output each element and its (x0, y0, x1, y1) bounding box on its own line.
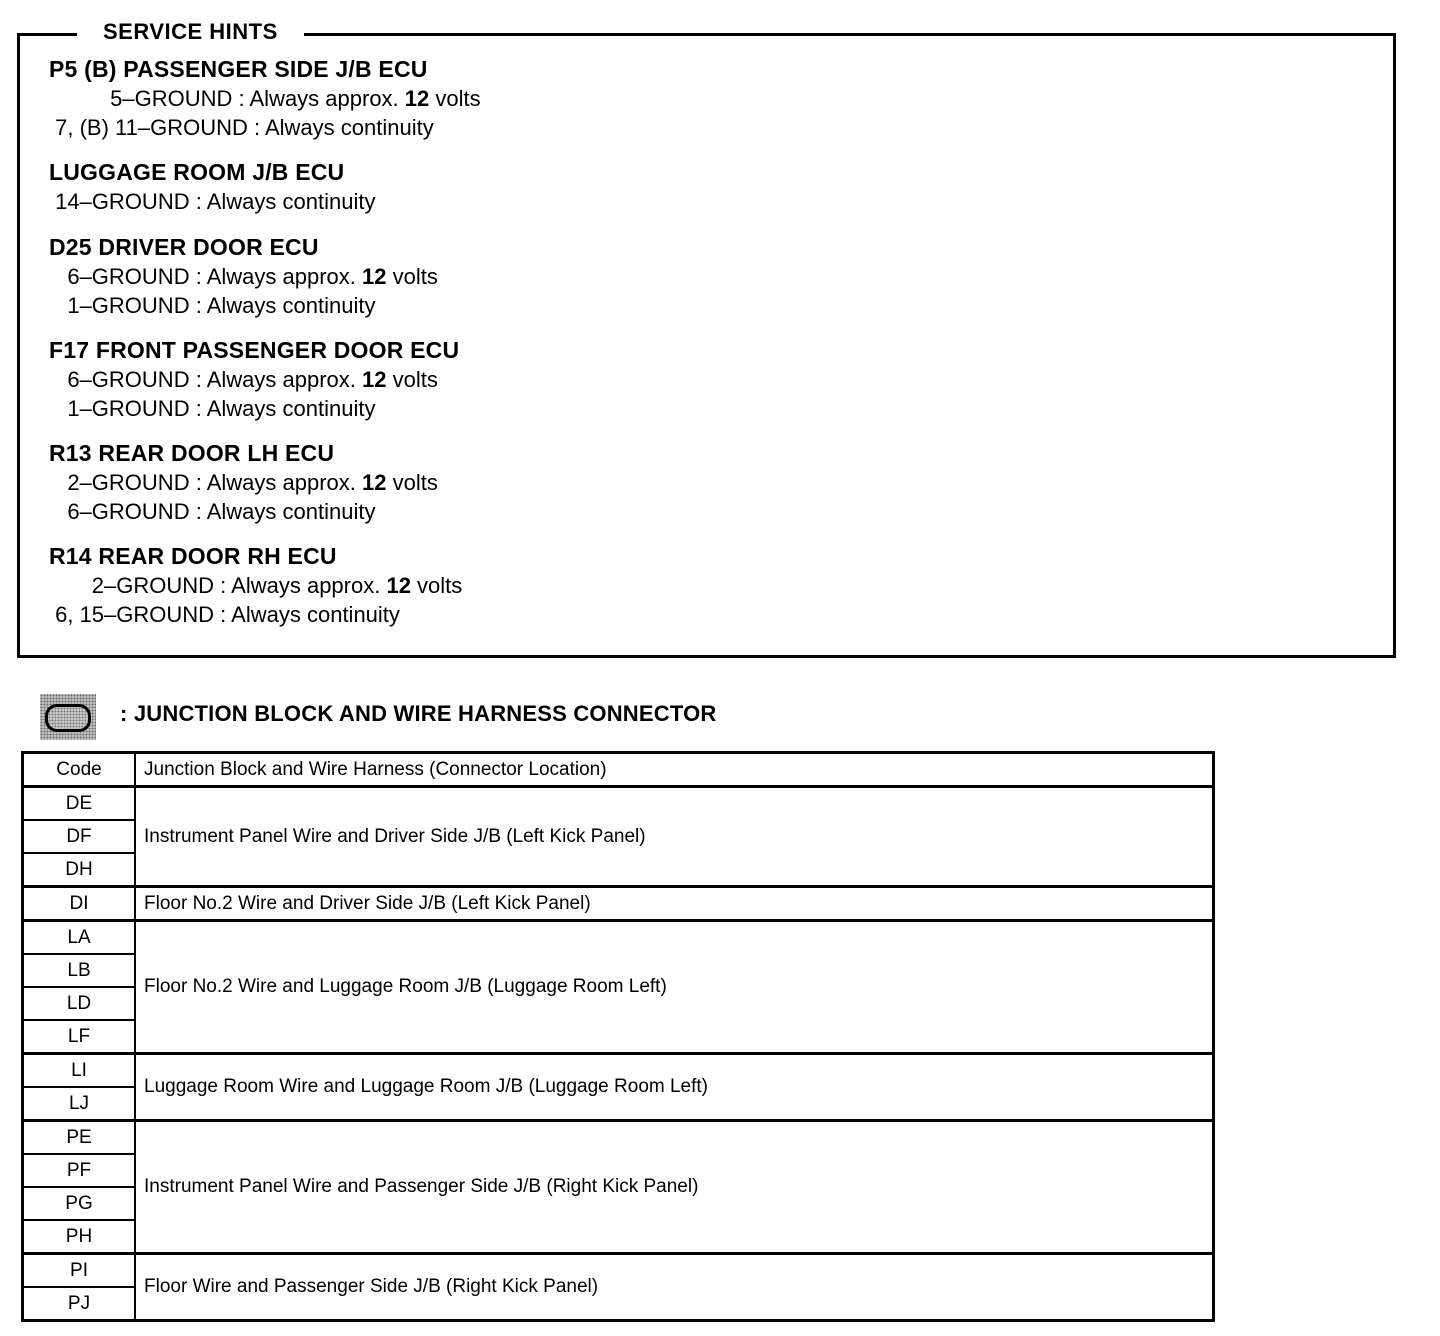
hint-line (49, 84, 481, 113)
connector-code-cell: PI (23, 1254, 136, 1288)
connector-code-cell: PJ (23, 1287, 136, 1321)
hint-heading: P5 (B) PASSENGER SIDE J/B ECU (49, 56, 428, 82)
hint-section (49, 542, 462, 629)
connector-icon (40, 694, 96, 740)
hint-line-unit: volts (429, 86, 481, 111)
table-row (23, 1254, 1214, 1288)
table-row (23, 1054, 1214, 1088)
hint-section (49, 55, 481, 142)
hint-section (49, 158, 375, 216)
hint-line-text: 1–GROUND : Always continuity (49, 293, 376, 318)
connector-location-cell: Instrument Panel Wire and Passenger Side J/B (Right Kick Panel) (135, 1121, 1214, 1254)
connector-code-cell: LJ (23, 1087, 136, 1121)
table-row (23, 921, 1214, 955)
hint-line-text: 14–GROUND : Always continuity (49, 189, 376, 214)
connector-location-cell: Floor No.2 Wire and Driver Side J/B (Left Kick Panel) (135, 887, 1214, 921)
hint-heading: R14 REAR DOOR RH ECU (49, 543, 337, 569)
hint-line (49, 571, 462, 600)
hint-line-unit: volts (410, 573, 463, 598)
location-column-header: Junction Block and Wire Harness (Connector Location) (135, 753, 1214, 787)
hint-line (49, 497, 438, 526)
connector-code-cell: LA (23, 921, 136, 955)
connector-location-cell: Instrument Panel Wire and Driver Side J/B (Left Kick Panel) (135, 787, 1214, 887)
connector-code-cell: PF (23, 1154, 136, 1187)
connector-code-cell: LB (23, 954, 136, 987)
hint-line-text: 6, 15–GROUND : Always continuity (49, 602, 400, 627)
connector-code-cell: DH (23, 853, 136, 887)
connector-location-cell: Floor No.2 Wire and Luggage Room J/B (Luggage Room Left) (135, 921, 1214, 1054)
hint-heading: LUGGAGE ROOM J/B ECU (49, 159, 345, 185)
connector-code-cell: DE (23, 787, 136, 821)
connector-code-cell: DF (23, 820, 136, 853)
connector-code-cell: PE (23, 1121, 136, 1155)
code-column-header: Code (23, 753, 136, 787)
hint-heading: D25 DRIVER DOOR ECU (49, 234, 319, 260)
hint-line-text: 7, (B) 11–GROUND : Always continuity (49, 115, 434, 140)
table-header-row (23, 753, 1214, 787)
hint-voltage-value: 12 (362, 470, 387, 495)
connector-code-cell: LI (23, 1054, 136, 1088)
legend-text: : JUNCTION BLOCK AND WIRE HARNESS CONNECTOR (120, 701, 717, 726)
hint-section (49, 439, 438, 526)
hint-line (49, 113, 481, 142)
hint-heading: F17 FRONT PASSENGER DOOR ECU (49, 337, 460, 363)
hint-heading: R13 REAR DOOR LH ECU (49, 440, 335, 466)
connector-code-cell: PG (23, 1187, 136, 1220)
hint-line-text: 5–GROUND : Always approx. (49, 86, 405, 111)
hint-line-text: 6–GROUND : Always continuity (49, 499, 376, 524)
table-row (23, 787, 1214, 821)
hint-voltage-value: 12 (362, 264, 387, 289)
hint-voltage-value: 12 (404, 86, 430, 111)
connector-code-cell: LF (23, 1020, 136, 1054)
hint-line-unit: volts (386, 470, 438, 495)
connector-code-cell: DI (23, 887, 136, 921)
hint-line-unit: volts (386, 264, 438, 289)
hint-line (49, 468, 438, 497)
hint-line (49, 394, 459, 423)
table-row (23, 887, 1214, 921)
hint-section (49, 336, 459, 423)
table-body (23, 787, 1214, 1321)
connector-code-cell: PH (23, 1220, 136, 1254)
connector-location-cell: Luggage Room Wire and Luggage Room J/B (Luggage Room Left) (135, 1054, 1214, 1121)
connector-code-cell: LD (23, 987, 136, 1020)
hint-voltage-value: 12 (362, 367, 387, 392)
hint-voltage-value: 12 (386, 573, 411, 598)
table-row (23, 1121, 1214, 1155)
connector-location-cell: Floor Wire and Passenger Side J/B (Right Kick Panel) (135, 1254, 1214, 1321)
hint-line-text: 1–GROUND : Always continuity (49, 396, 376, 421)
hint-line (49, 365, 459, 394)
hint-line-unit: volts (386, 367, 438, 392)
service-hints-title: SERVICE HINTS (77, 19, 304, 45)
hint-line-text: 6–GROUND : Always approx. (49, 264, 362, 289)
hint-line (49, 600, 462, 629)
junction-block-table (21, 751, 1215, 1322)
hint-section (49, 233, 438, 320)
hint-line-text: 6–GROUND : Always approx. (49, 367, 362, 392)
hint-line (49, 187, 375, 216)
hint-line (49, 262, 438, 291)
hint-line-text: 2–GROUND : Always approx. (49, 573, 387, 598)
hint-line-text: 2–GROUND : Always approx. (49, 470, 362, 495)
hint-line (49, 291, 438, 320)
